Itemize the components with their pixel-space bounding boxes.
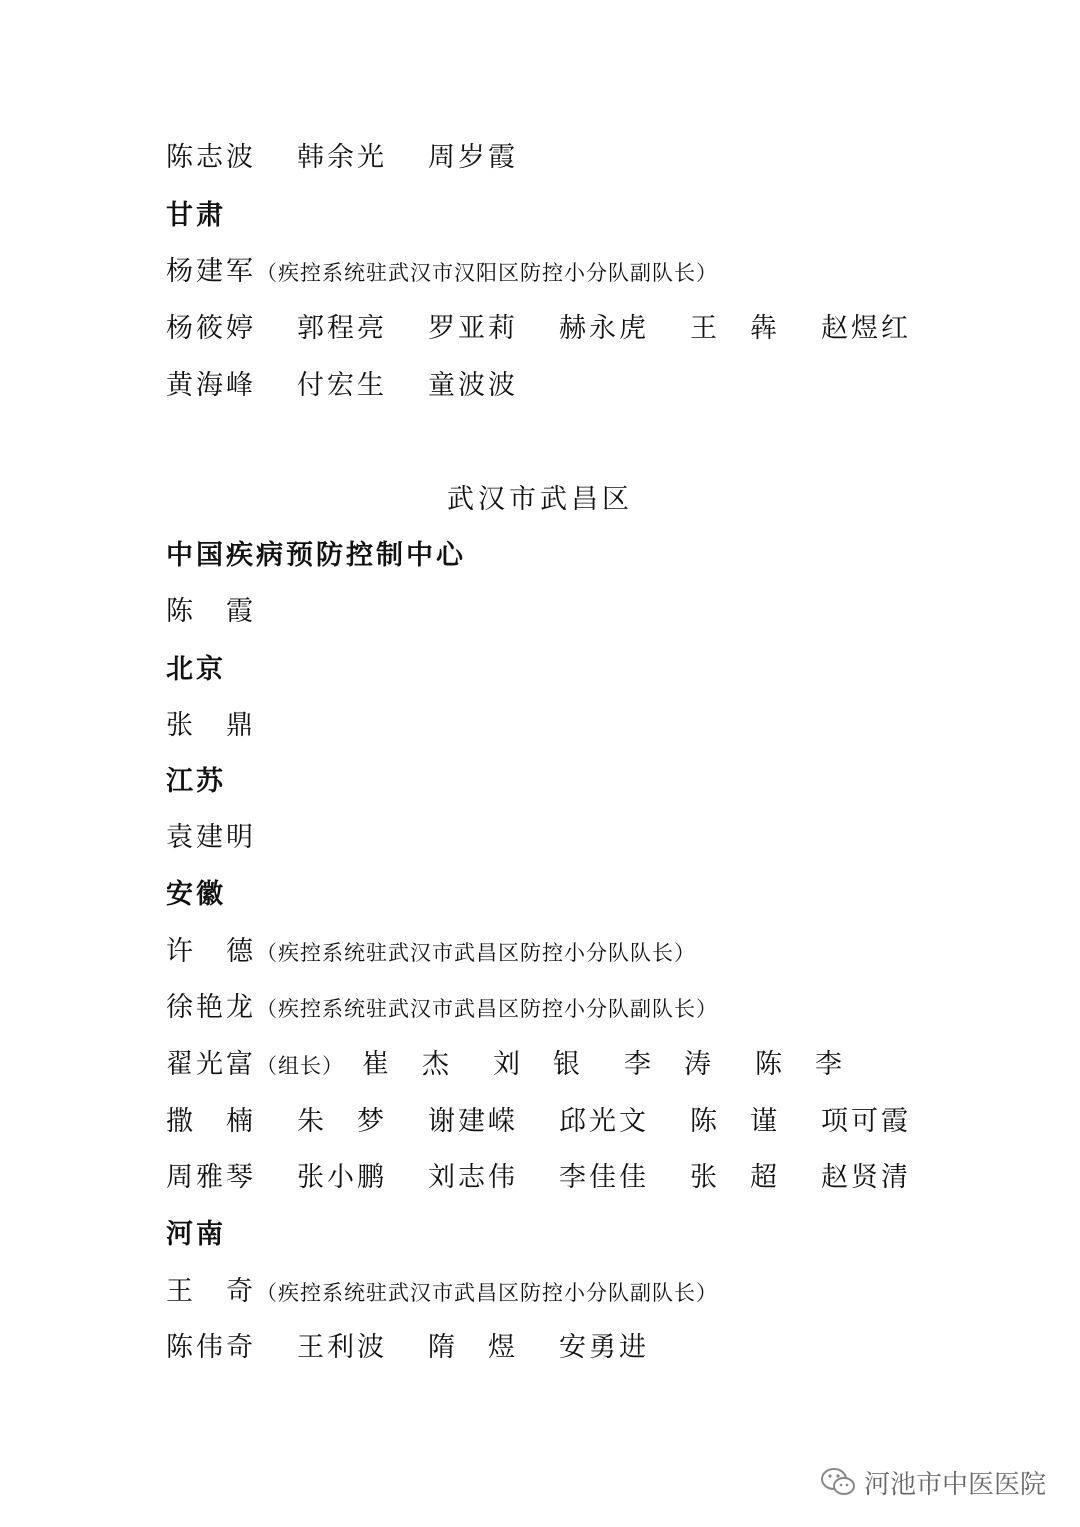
person-name: 刘 银 [493, 1049, 583, 1080]
person-name: 王 犇 [690, 313, 780, 344]
role-note: （疾控系统驻武汉市武昌区防控小分队副队长） [256, 1281, 718, 1305]
person-with-role [166, 252, 718, 292]
name-row [166, 309, 911, 349]
region-heading: 中国疾病预防控制中心 [166, 540, 466, 571]
person-name: 黄海峰 [166, 370, 256, 401]
person-name: 陈 李 [755, 1049, 845, 1080]
person-name: 付宏生 [297, 370, 387, 401]
person-name: 李 涛 [624, 1049, 714, 1080]
name-row [166, 1328, 649, 1368]
person-with-role [166, 988, 718, 1028]
person-name: 谢建嵘 [428, 1106, 518, 1137]
region-heading: 江苏 [166, 766, 226, 797]
person-name: 杨建军 [166, 256, 256, 287]
person-name: 李佳佳 [559, 1162, 649, 1193]
person-name: 杨筱婷 [166, 313, 256, 344]
person-name: 袁建明 [166, 822, 256, 853]
person-name: 徐艳龙 [166, 992, 256, 1023]
person-name: 王利波 [297, 1332, 387, 1363]
watermark [820, 1462, 1046, 1502]
person-name: 周岁霞 [428, 142, 518, 173]
wechat-icon [820, 1466, 856, 1498]
person-name: 赵煜红 [821, 313, 911, 344]
person-name: 赫永虎 [559, 313, 649, 344]
person-name: 许 德 [166, 936, 256, 967]
role-note: （疾控系统驻武汉市武昌区防控小分队副队长） [256, 997, 718, 1021]
watermark-text: 河池市中医医院 [863, 1469, 1046, 1500]
person-name: 隋 煜 [428, 1332, 518, 1363]
role-note: （疾控系统驻武汉市汉阳区防控小分队副队长） [256, 261, 718, 285]
leader-name-row [166, 1045, 886, 1085]
name-row [166, 1102, 911, 1142]
person-name: 赵贤清 [821, 1162, 911, 1193]
person-name: 邱光文 [559, 1106, 649, 1137]
person-name: 罗亚莉 [428, 313, 518, 344]
role-note: （疾控系统驻武汉市武昌区防控小分队队长） [256, 941, 696, 965]
person-name: 陈志波 [166, 142, 256, 173]
leader-cell [166, 1045, 362, 1086]
person-name: 撒 楠 [166, 1106, 256, 1137]
person-name: 张 超 [690, 1162, 780, 1193]
name-row [166, 1158, 911, 1198]
name-row [166, 366, 518, 406]
person-name: 童波波 [428, 370, 518, 401]
region-heading: 甘肃 [166, 200, 226, 231]
person-name: 翟光富 [166, 1049, 256, 1080]
role-note: （组长） [256, 1054, 344, 1078]
region-heading: 安徽 [166, 879, 226, 910]
name-row [166, 706, 256, 746]
person-with-role [166, 1272, 718, 1312]
name-row [166, 818, 256, 858]
person-name: 陈 霞 [166, 596, 256, 627]
person-name: 朱 梦 [297, 1106, 387, 1137]
person-name: 崔 杰 [362, 1049, 452, 1080]
person-name: 韩余光 [297, 142, 387, 173]
person-name: 周雅琴 [166, 1162, 256, 1193]
person-name: 陈 谨 [690, 1106, 780, 1137]
person-name: 陈伟奇 [166, 1332, 256, 1363]
person-name: 安勇进 [559, 1332, 649, 1363]
person-name: 项可霞 [821, 1106, 911, 1137]
section-title: 武汉市武昌区 [447, 484, 633, 515]
person-name: 刘志伟 [428, 1162, 518, 1193]
person-name: 张 鼎 [166, 710, 256, 741]
person-name: 王 奇 [166, 1276, 256, 1307]
person-with-role [166, 932, 696, 972]
name-row [166, 138, 518, 178]
region-heading: 河南 [166, 1219, 226, 1250]
region-heading: 北京 [166, 654, 226, 685]
name-row [166, 592, 256, 632]
person-name: 张小鹏 [297, 1162, 387, 1193]
person-name: 郭程亮 [297, 313, 387, 344]
